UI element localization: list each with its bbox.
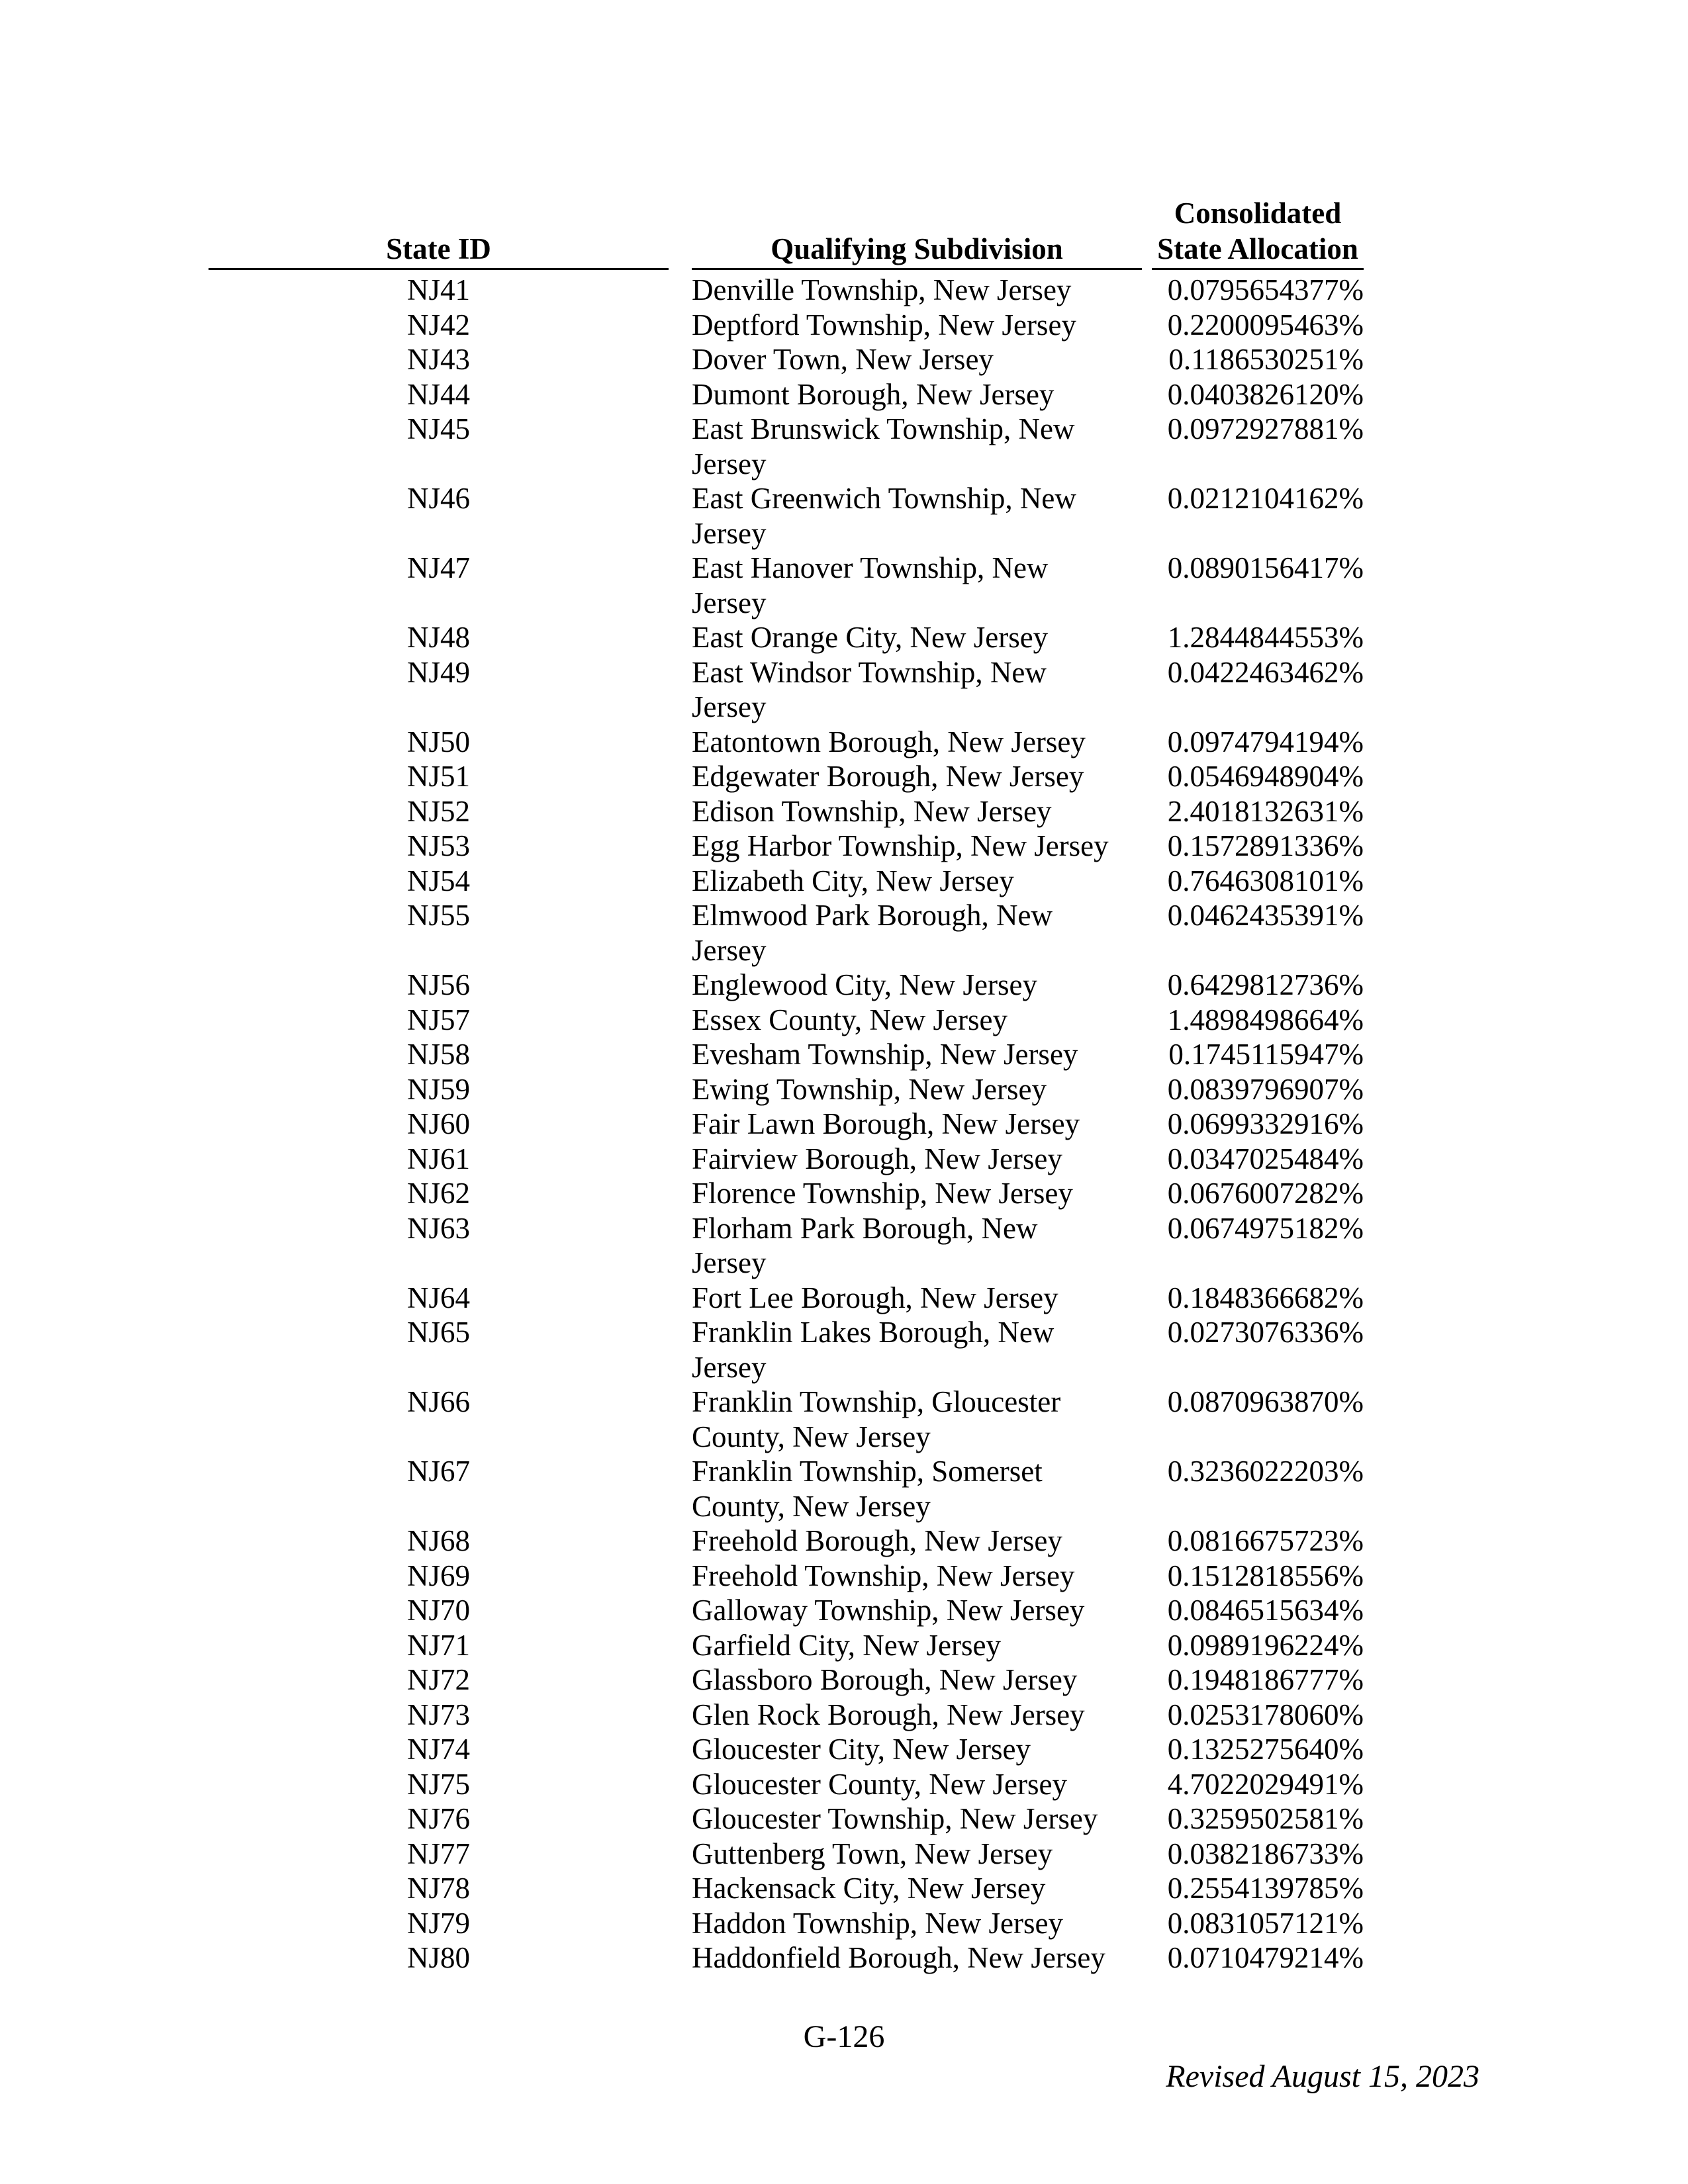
table-row bbox=[209, 864, 1364, 899]
table-row bbox=[209, 1837, 1364, 1872]
table-row bbox=[209, 968, 1364, 1003]
state-id-cell: NJ46 bbox=[406, 482, 470, 515]
state-id-cell: NJ78 bbox=[406, 1872, 470, 1905]
state-id-cell: NJ43 bbox=[406, 343, 470, 376]
state-id-cell: NJ50 bbox=[406, 725, 470, 758]
subdivision-cell: Gloucester Township, New Jersey bbox=[692, 1802, 1098, 1835]
table-row bbox=[209, 308, 1364, 343]
table-row bbox=[209, 1593, 1364, 1628]
table-row bbox=[209, 1315, 1364, 1385]
allocation-cell: 0.0839796907% bbox=[1167, 1072, 1364, 1106]
subdivision-cell: Hackensack City, New Jersey bbox=[692, 1872, 1046, 1905]
table-row bbox=[209, 1281, 1364, 1316]
subdivision-cell: Galloway Township, New Jersey bbox=[692, 1594, 1085, 1627]
subdivision-cell: Franklin Lakes Borough, New Jersey bbox=[692, 1316, 1055, 1384]
table-row bbox=[209, 412, 1364, 481]
state-id-cell: NJ75 bbox=[406, 1767, 470, 1801]
allocation-cell: 0.3259502581% bbox=[1167, 1802, 1364, 1835]
subdivision-cell: Ewing Township, New Jersey bbox=[692, 1072, 1047, 1106]
subdivision-cell: Glen Rock Borough, New Jersey bbox=[692, 1698, 1085, 1731]
allocation-cell: 0.0795654377% bbox=[1167, 273, 1364, 306]
subdivision-cell: Edgewater Borough, New Jersey bbox=[692, 760, 1084, 793]
state-id-cell: NJ80 bbox=[406, 1941, 470, 1974]
state-id-cell: NJ49 bbox=[406, 655, 470, 689]
allocation-cell: 0.0699332916% bbox=[1167, 1107, 1364, 1140]
subdivision-cell: Franklin Township, Somerset County, New Jersey bbox=[692, 1455, 1043, 1523]
subdivision-cell: Eatontown Borough, New Jersey bbox=[692, 725, 1086, 758]
table-row bbox=[209, 1142, 1364, 1177]
table-row bbox=[209, 1176, 1364, 1211]
subdivision-cell: Gloucester City, New Jersey bbox=[692, 1733, 1031, 1766]
subdivision-cell: East Greenwich Township, New Jersey bbox=[692, 482, 1076, 550]
state-id-cell: NJ67 bbox=[406, 1455, 470, 1488]
state-id-cell: NJ41 bbox=[406, 273, 470, 306]
subdivision-cell: Elmwood Park Borough, New Jersey bbox=[692, 899, 1053, 967]
table-row bbox=[209, 1628, 1364, 1663]
table-row bbox=[209, 725, 1364, 760]
revised-date: Revised August 15, 2023 bbox=[1166, 2059, 1479, 2094]
allocation-cell: 0.0403826120% bbox=[1167, 377, 1364, 411]
subdivision-cell: Gloucester County, New Jersey bbox=[692, 1767, 1067, 1801]
subdivision-cell: East Orange City, New Jersey bbox=[692, 621, 1049, 654]
table-row bbox=[209, 898, 1364, 968]
state-id-cell: NJ68 bbox=[406, 1524, 470, 1557]
table-row bbox=[209, 1801, 1364, 1837]
state-id-cell: NJ57 bbox=[406, 1003, 470, 1036]
table-row bbox=[209, 655, 1364, 725]
allocation-cell: 0.0546948904% bbox=[1167, 760, 1364, 793]
state-id-cell: NJ76 bbox=[406, 1802, 470, 1835]
state-id-cell: NJ53 bbox=[406, 829, 470, 862]
state-id-cell: NJ51 bbox=[406, 760, 470, 793]
subdivision-cell: East Brunswick Township, New Jersey bbox=[692, 412, 1075, 480]
table-row bbox=[209, 1732, 1364, 1767]
allocation-cell: 4.7022029491% bbox=[1167, 1767, 1364, 1801]
subdivision-cell: Florham Park Borough, New Jersey bbox=[692, 1211, 1038, 1279]
table-row bbox=[209, 1037, 1364, 1072]
table-row bbox=[209, 273, 1364, 308]
subdivision-cell: Fair Lawn Borough, New Jersey bbox=[692, 1107, 1080, 1140]
allocation-cell: 1.2844844553% bbox=[1167, 621, 1364, 654]
allocation-cell: 0.2554139785% bbox=[1167, 1872, 1364, 1905]
table-row bbox=[209, 1940, 1364, 1976]
table-row bbox=[209, 1072, 1364, 1107]
allocation-cell: 0.1186530251% bbox=[1168, 343, 1364, 376]
allocation-cell: 0.1745115947% bbox=[1168, 1038, 1364, 1071]
table-header bbox=[209, 196, 1364, 270]
subdivision-cell: Denville Township, New Jersey bbox=[692, 273, 1072, 306]
state-id-cell: NJ58 bbox=[406, 1038, 470, 1071]
state-id-cell: NJ62 bbox=[406, 1177, 470, 1210]
allocation-cell: 0.0870963870% bbox=[1167, 1385, 1364, 1418]
allocation-cell: 0.6429812736% bbox=[1167, 968, 1364, 1001]
page-number: G-126 bbox=[803, 2019, 885, 2054]
state-id-cell: NJ52 bbox=[406, 794, 470, 828]
allocation-cell: 0.0846515634% bbox=[1167, 1594, 1364, 1627]
state-id-cell: NJ71 bbox=[406, 1628, 470, 1662]
table-row bbox=[209, 794, 1364, 829]
allocation-cell: 0.0212104162% bbox=[1167, 482, 1364, 515]
subdivision-cell: Fort Lee Borough, New Jersey bbox=[692, 1281, 1058, 1314]
table-row bbox=[209, 1003, 1364, 1038]
table-row bbox=[209, 620, 1364, 655]
state-id-cell: NJ74 bbox=[406, 1733, 470, 1766]
subdivision-cell: Florence Township, New Jersey bbox=[692, 1177, 1073, 1210]
state-id-cell: NJ66 bbox=[406, 1385, 470, 1418]
state-id-cell: NJ64 bbox=[406, 1281, 470, 1314]
state-id-cell: NJ45 bbox=[406, 412, 470, 445]
table-row bbox=[209, 1107, 1364, 1142]
table-row bbox=[209, 1767, 1364, 1802]
allocation-cell: 0.0674975182% bbox=[1167, 1211, 1364, 1245]
table-row bbox=[209, 377, 1364, 412]
allocation-cell: 0.0347025484% bbox=[1167, 1142, 1364, 1175]
header-state-id bbox=[209, 231, 669, 270]
state-id-cell: NJ72 bbox=[406, 1663, 470, 1696]
table-row bbox=[209, 1906, 1364, 1941]
table-row bbox=[209, 551, 1364, 620]
subdivision-cell: Haddonfield Borough, New Jersey bbox=[692, 1941, 1105, 1974]
subdivision-cell: Dover Town, New Jersey bbox=[692, 343, 994, 376]
subdivision-cell: Franklin Township, Gloucester County, New Jersey bbox=[692, 1385, 1061, 1453]
subdivision-cell: Freehold Township, New Jersey bbox=[692, 1559, 1075, 1592]
subdivision-cell: Glassboro Borough, New Jersey bbox=[692, 1663, 1078, 1696]
table-row bbox=[209, 1211, 1364, 1281]
table-row bbox=[209, 1698, 1364, 1733]
header-state-id-label: State ID bbox=[386, 232, 491, 265]
header-consolidated-allocation bbox=[1152, 195, 1364, 270]
table-row bbox=[209, 1524, 1364, 1559]
allocation-cell: 0.1948186777% bbox=[1167, 1663, 1364, 1696]
table-row bbox=[209, 829, 1364, 864]
allocation-cell: 0.1325275640% bbox=[1167, 1733, 1364, 1766]
allocation-cell: 0.0831057121% bbox=[1167, 1906, 1364, 1940]
subdivision-cell: East Windsor Township, New Jersey bbox=[692, 655, 1047, 723]
state-id-cell: NJ77 bbox=[406, 1837, 470, 1870]
subdivision-cell: Evesham Township, New Jersey bbox=[692, 1038, 1078, 1071]
allocation-cell: 0.1512818556% bbox=[1167, 1559, 1364, 1592]
state-id-cell: NJ56 bbox=[406, 968, 470, 1001]
subdivision-cell: Dumont Borough, New Jersey bbox=[692, 377, 1055, 411]
subdivision-cell: Edison Township, New Jersey bbox=[692, 794, 1052, 828]
allocation-cell: 2.4018132631% bbox=[1167, 794, 1364, 828]
subdivision-cell: Garfield City, New Jersey bbox=[692, 1628, 1001, 1662]
subdivision-cell: Egg Harbor Township, New Jersey bbox=[692, 829, 1109, 862]
table-row bbox=[209, 481, 1364, 551]
table-row bbox=[209, 1454, 1364, 1524]
subdivision-cell: Haddon Township, New Jersey bbox=[692, 1906, 1063, 1940]
state-id-cell: NJ69 bbox=[406, 1559, 470, 1592]
header-allocation-line2: State Allocation bbox=[1157, 232, 1358, 265]
allocation-cell: 0.1848366682% bbox=[1167, 1281, 1364, 1314]
allocation-cell: 0.0273076336% bbox=[1167, 1316, 1364, 1349]
state-id-cell: NJ65 bbox=[406, 1316, 470, 1349]
state-id-cell: NJ61 bbox=[406, 1142, 470, 1175]
allocation-cell: 0.0422463462% bbox=[1167, 655, 1364, 689]
subdivision-cell: Essex County, New Jersey bbox=[692, 1003, 1008, 1036]
header-allocation-line1: Consolidated bbox=[1174, 197, 1342, 230]
table-row bbox=[209, 1385, 1364, 1454]
state-id-cell: NJ48 bbox=[406, 621, 470, 654]
state-id-cell: NJ60 bbox=[406, 1107, 470, 1140]
allocation-cell: 0.0382186733% bbox=[1167, 1837, 1364, 1870]
allocation-cell: 0.0676007282% bbox=[1167, 1177, 1364, 1210]
state-id-cell: NJ70 bbox=[406, 1594, 470, 1627]
state-id-cell: NJ54 bbox=[406, 864, 470, 897]
table-row bbox=[209, 1559, 1364, 1594]
state-id-cell: NJ47 bbox=[406, 551, 470, 584]
state-id-cell: NJ44 bbox=[406, 377, 470, 411]
allocation-cell: 0.0974794194% bbox=[1167, 725, 1364, 758]
subdivision-cell: East Hanover Township, New Jersey bbox=[692, 551, 1049, 619]
allocation-cell: 0.0972927881% bbox=[1167, 412, 1364, 445]
subdivision-cell: Freehold Borough, New Jersey bbox=[692, 1524, 1062, 1557]
state-id-cell: NJ55 bbox=[406, 899, 470, 932]
allocation-cell: 1.4898498664% bbox=[1167, 1003, 1364, 1036]
state-id-cell: NJ42 bbox=[406, 308, 470, 341]
subdivision-cell: Elizabeth City, New Jersey bbox=[692, 864, 1014, 897]
state-id-cell: NJ59 bbox=[406, 1072, 470, 1106]
allocation-cell: 0.2200095463% bbox=[1167, 308, 1364, 341]
state-id-cell: NJ63 bbox=[406, 1211, 470, 1245]
allocation-cell: 0.7646308101% bbox=[1167, 864, 1364, 897]
table-row bbox=[209, 759, 1364, 794]
allocation-cell: 0.0710479214% bbox=[1167, 1941, 1364, 1974]
header-subdivision-label: Qualifying Subdivision bbox=[771, 232, 1063, 265]
allocation-table bbox=[209, 273, 1364, 1976]
subdivision-cell: Englewood City, New Jersey bbox=[692, 968, 1037, 1001]
table-row bbox=[209, 342, 1364, 377]
header-qualifying-subdivision bbox=[692, 231, 1142, 270]
subdivision-cell: Guttenberg Town, New Jersey bbox=[692, 1837, 1053, 1870]
allocation-cell: 0.0890156417% bbox=[1167, 551, 1364, 584]
allocation-cell: 0.0253178060% bbox=[1167, 1698, 1364, 1731]
allocation-cell: 0.0462435391% bbox=[1167, 899, 1364, 932]
subdivision-cell: Deptford Township, New Jersey bbox=[692, 308, 1076, 341]
allocation-cell: 0.3236022203% bbox=[1167, 1455, 1364, 1488]
subdivision-cell: Fairview Borough, New Jersey bbox=[692, 1142, 1062, 1175]
table-row bbox=[209, 1871, 1364, 1906]
state-id-cell: NJ79 bbox=[406, 1906, 470, 1940]
allocation-cell: 0.0816675723% bbox=[1167, 1524, 1364, 1557]
allocation-cell: 0.1572891336% bbox=[1167, 829, 1364, 862]
table-row bbox=[209, 1662, 1364, 1698]
allocation-cell: 0.0989196224% bbox=[1167, 1628, 1364, 1662]
state-id-cell: NJ73 bbox=[406, 1698, 470, 1731]
